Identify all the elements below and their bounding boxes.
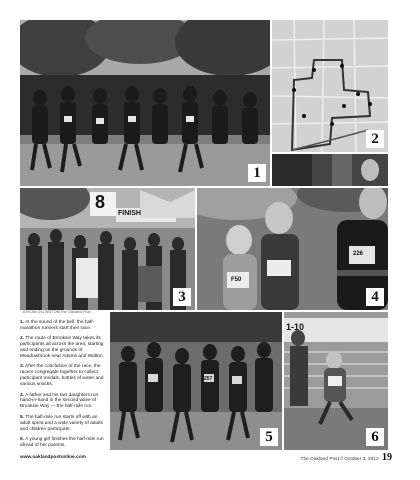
photo-credit: JOYLAN OLLINGTON/The Oakland Post [22,310,91,314]
photo-runner-strip [272,154,388,186]
photo-2-route-map [272,20,388,152]
photo-number: 5 [260,428,278,446]
website-link[interactable]: www.oaklandpostonline.com [20,455,86,460]
captions [20,320,108,453]
bib-d: 1-10 [286,322,305,332]
photo-1-marathon-start [20,20,270,186]
photo-5-half-mile-start [110,312,282,450]
bib-sign-number: 8 [95,192,106,212]
caption-3: 3. After the conclusion of the race, the racers congregate together to collect participant medals, bottles of water and various snacks. [20,364,104,388]
photo-number: 3 [173,288,191,306]
caption-6: 6. A young girl finishes the half-mile run ahead of her parents. [20,437,104,448]
page-footer [301,452,392,463]
caption-2: 2. The route of Brooksie Way takes its participants all across the area, starting and ending on the grounds of Meadowbrook near Adams and Walton. [20,336,104,360]
photo-number: 4 [366,288,384,306]
publication-line: The Oakland Post // October 3, 2012 [300,457,379,462]
caption-5: 5. The half-mile run starts off with an adult sprint and a wide variety of adults and children participate. [20,414,103,432]
photo-6-girl-finishing [284,312,388,450]
page-number: 19 [382,452,392,463]
bib-a: F50 [231,277,242,283]
bib-b: 226 [353,251,364,257]
photo-number: 1 [248,164,266,182]
caption-1: 1. At the sound of the bell, the half-marathon runners start their race. [20,320,95,331]
photo-3-finish-area [20,188,195,310]
bib-c: 257 [204,376,213,382]
photo-number: 6 [366,428,384,446]
finish-sign: FINISH [118,210,141,217]
caption-4: 4. A father and his two daughters run hand-in-hand in the second wave of Brooksie Way — the half-mile run. [20,392,99,410]
photo-number: 2 [366,130,384,148]
photo-4-father-daughters [197,188,388,310]
